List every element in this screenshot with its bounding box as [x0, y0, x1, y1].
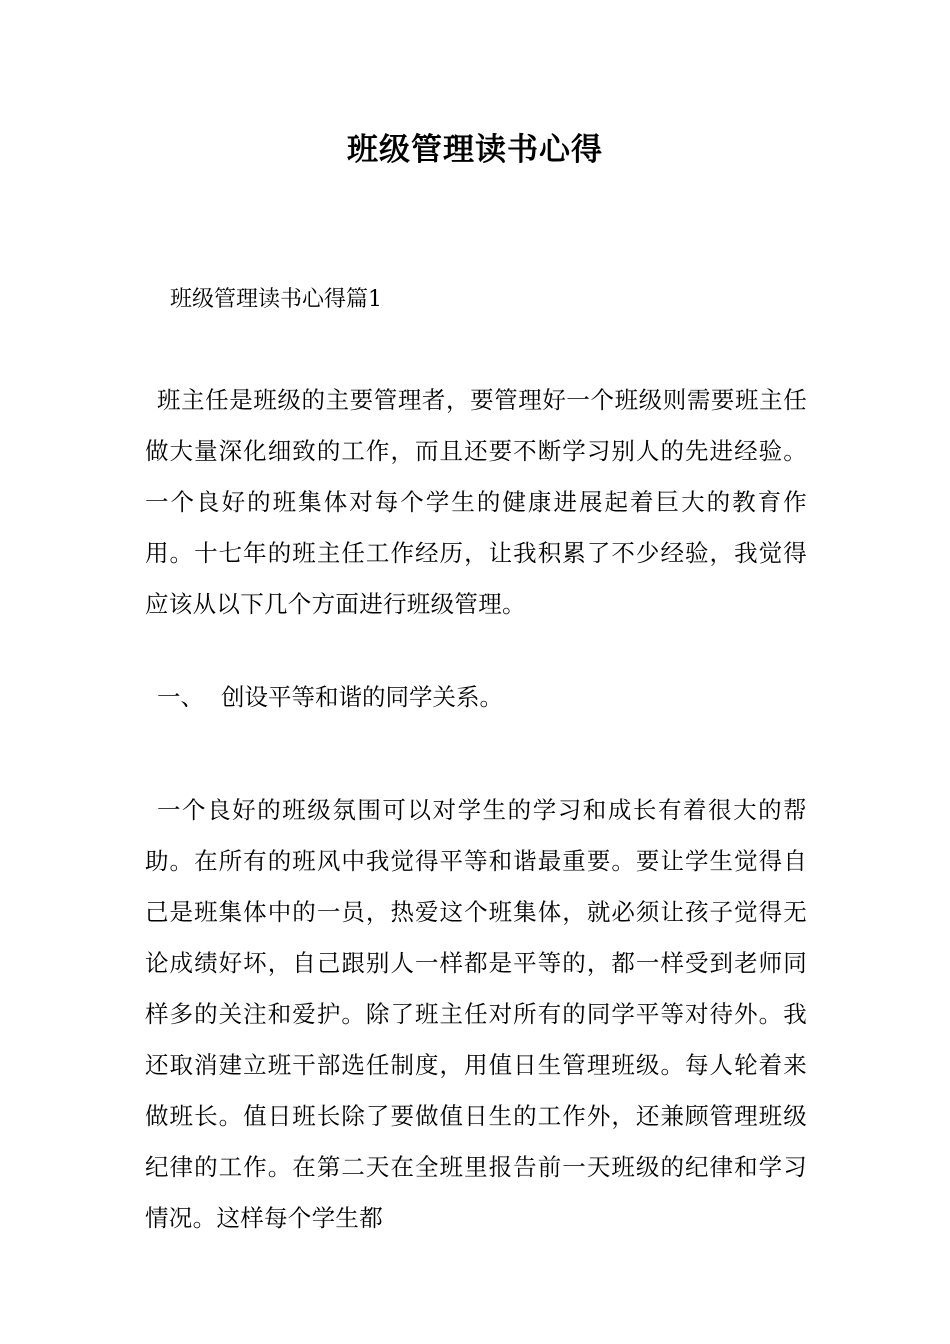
section-heading-text: 创设平等和谐的同学关系。 — [221, 683, 503, 711]
section-number: 一、 — [157, 683, 204, 711]
section-heading-1 — [157, 673, 503, 721]
article-subheading: 班级管理读书心得篇1 — [170, 287, 382, 312]
document-title: 班级管理读书心得 — [347, 132, 603, 168]
paragraph-body: 一个良好的班级氛围可以对学生的学习和成长有着很大的帮助。在所有的班风中我觉得平等和谐最重要。要让学生觉得自己是班集体中的一员，热爱这个班集体，就必须让孩子觉得无论成绩好坏，自己跟别人一样都是平等的，都一样受到老师同样多的关注和爱护。除了班主任对所有的同学平等对待外。我还取消建立班干部选任制度，用值日生管理班级。每人轮着来做班长。值日班长除了要做值日生的工作外，还兼顾管理班级纪律的工作。在第二天在全班里报告前一天班级的纪律和学习情况。这样每个学生都 — [145, 796, 807, 1232]
paragraph-intro: 班主任是班级的主要管理者，要管理好一个班级则需要班主任做大量深化细致的工作，而且还要不断学习别人的先进经验。一个良好的班集体对每个学生的健康进展起着巨大的教育作用。十七年的班主任工作经历，让我积累了不少经验，我觉得应该从以下几个方面进行班级管理。 — [145, 386, 807, 618]
